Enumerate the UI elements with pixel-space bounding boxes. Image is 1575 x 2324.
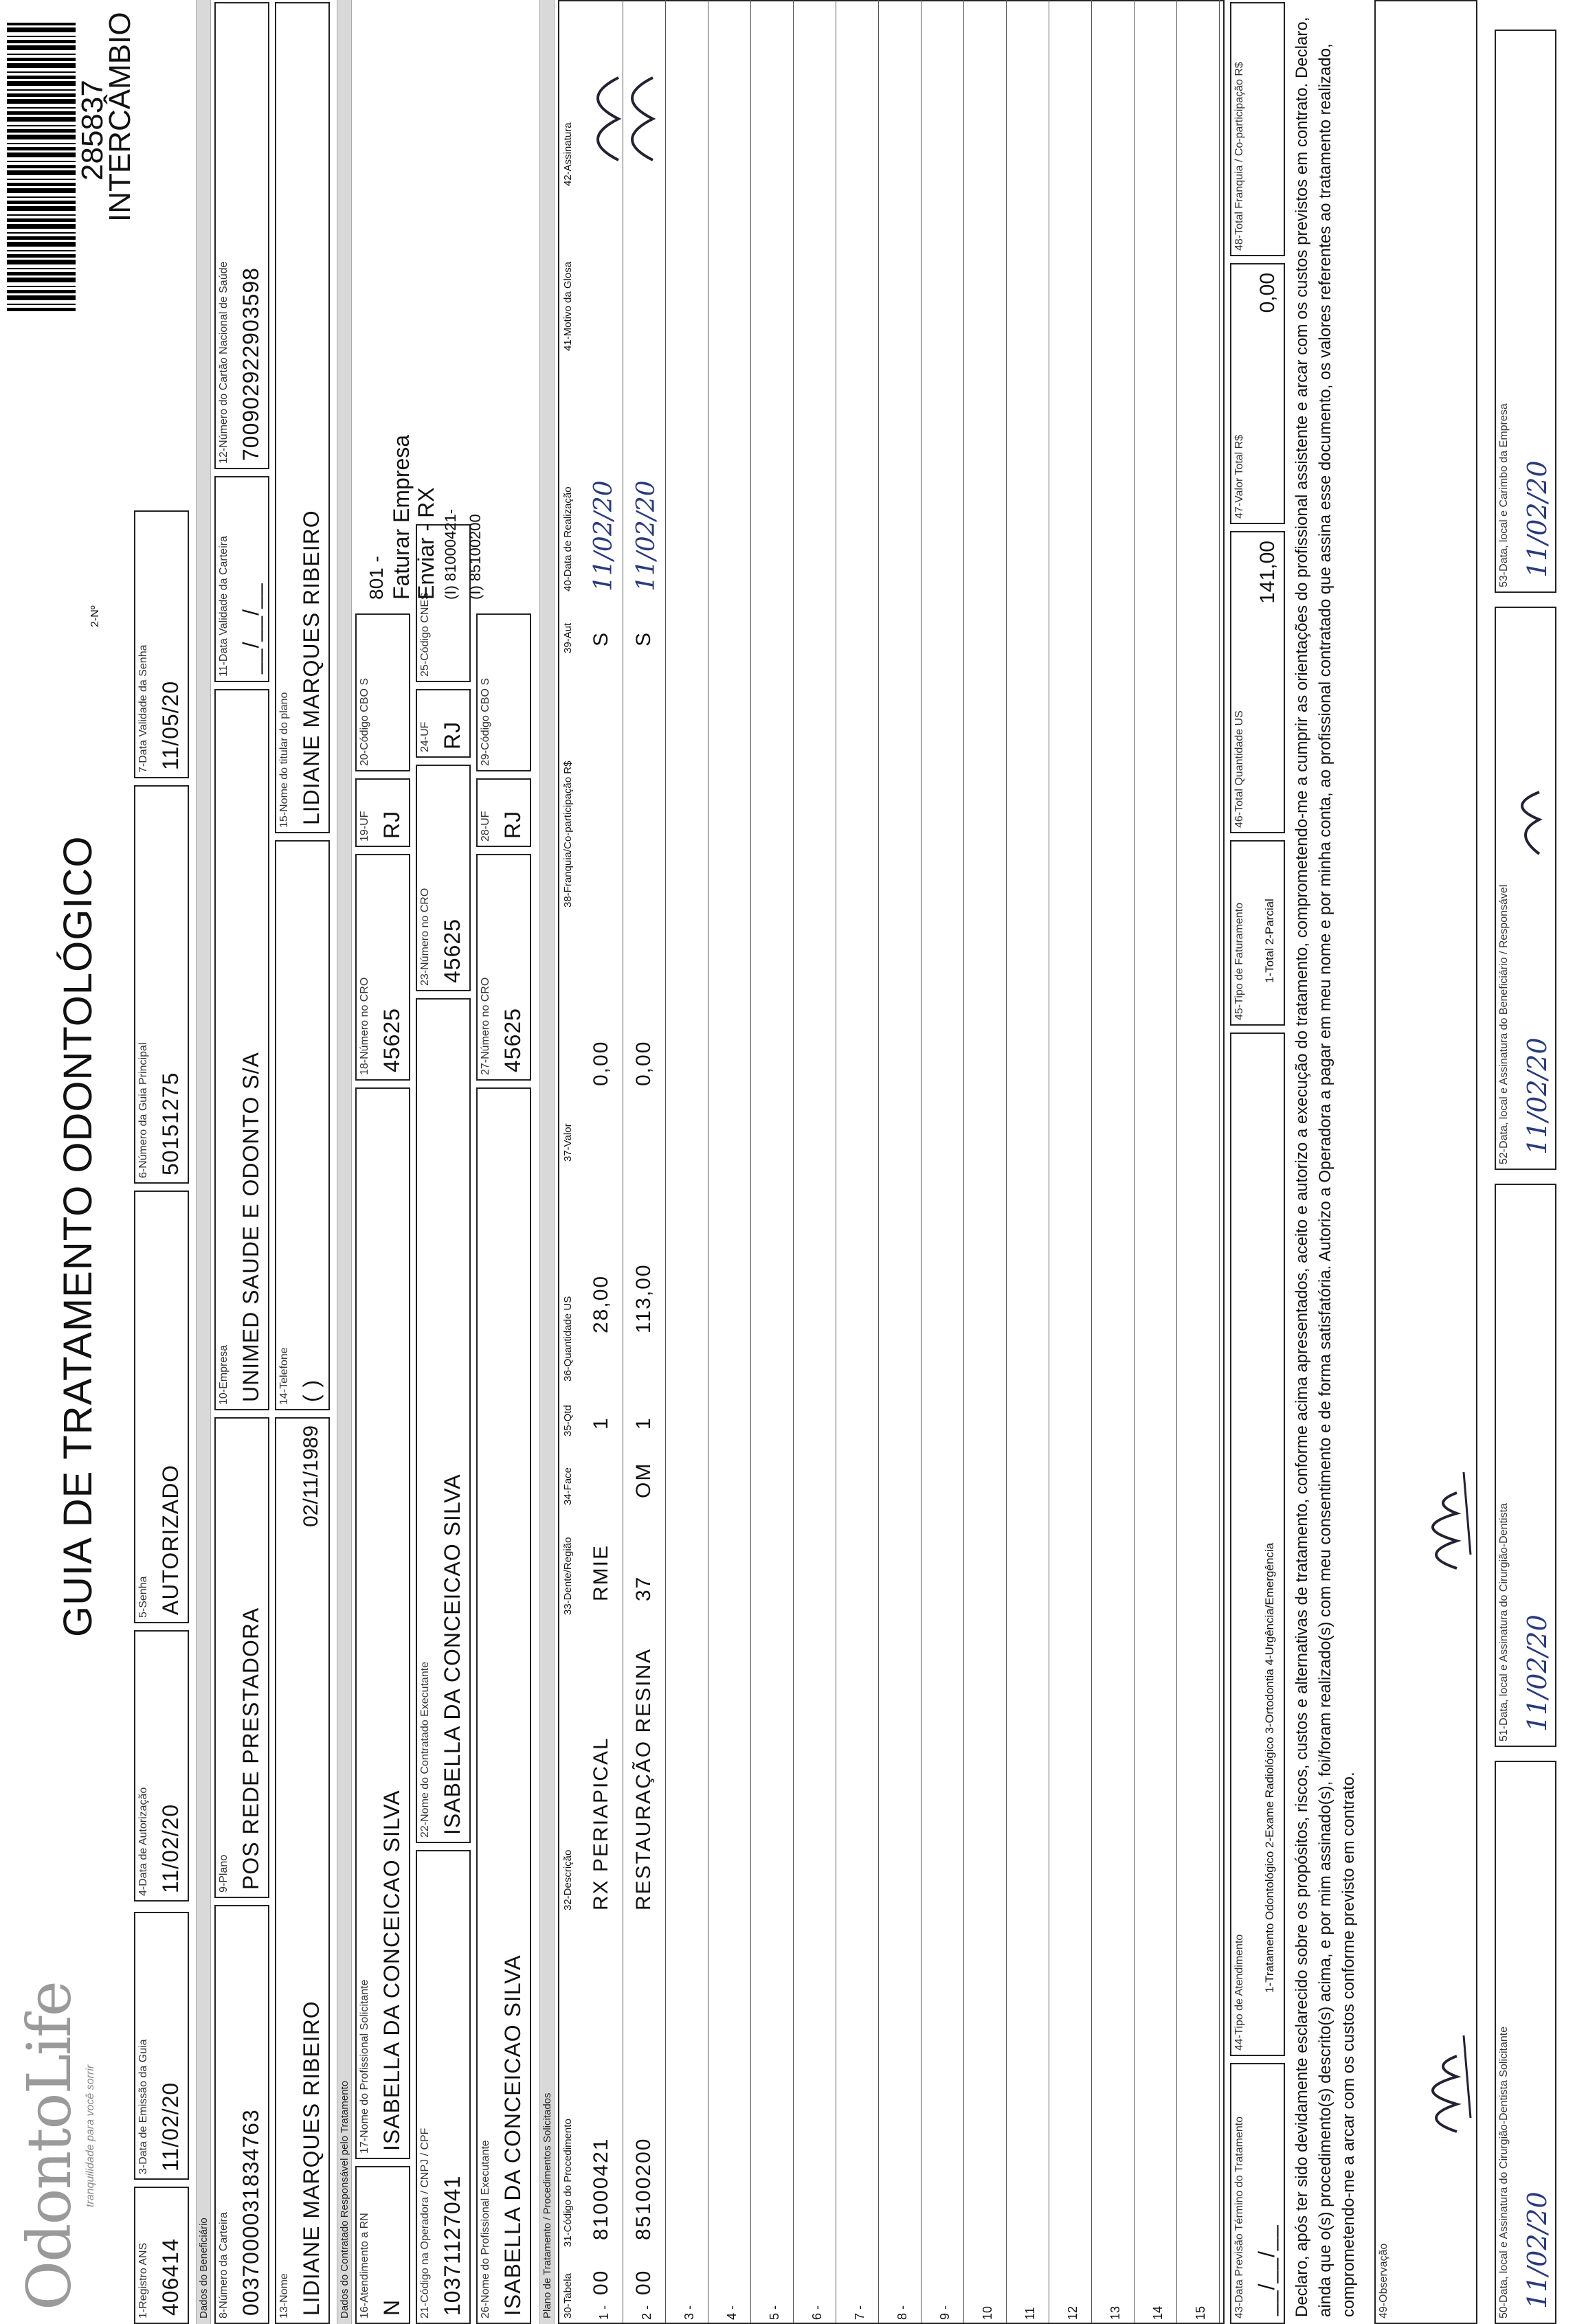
- senha-box: 5-Senha AUTORIZADO: [134, 1191, 189, 1623]
- table-row-divider: [793, 0, 794, 2323]
- empresa-box: 10-Empresa UNIMED SAUDE E ODONTO S/A: [214, 689, 269, 1410]
- telefone-box: 14-Telefone ( ): [275, 840, 330, 1410]
- declaration-text: Declaro, após ter sido devidamente esclarecido sobre os propósitos, riscos, custos e alternativas de tratamento, conforme acima apresentados, aceito e autorizo a execução do tratamento, comprometendo-me a cumprir as orientações do profissional assistente e arcar com os custos previstos em contrato. Declaro, ainda que o(s) procedimento(s) descrito(s) acima, e por mim assinado(s), foi/foram realizado(s) com meu consentimento e de forma satisfatória. Autorizo a Operadora a pagar em meu nome e por minha conta, ao profissional contratado que assina esse documento, os valores referentes ao tratamento realizado, comprometendo-me a arcar com os custos conforme previsto em contrato.: [1293, 16, 1358, 2317]
- previsao-box: 43-Data Previsão Término do Tratamento __/__/__: [1230, 2063, 1285, 2324]
- cro-exec-box: 23-Número no CRO 45625: [416, 765, 471, 991]
- uf-prof-value: RJ: [500, 810, 525, 839]
- row-number: 10: [981, 2305, 994, 2320]
- cro-exec-value: 45625: [440, 918, 465, 983]
- previsao-value: __/__/__: [1254, 2224, 1279, 2316]
- cro-prof-value: 45625: [500, 1008, 525, 1072]
- cbo-sol-box: 20-Código CBO S: [355, 613, 410, 771]
- cell-us: 28,00: [590, 1274, 612, 1333]
- col-face: 34-Face: [562, 1467, 574, 1505]
- valor-total-box: 47-Valor Total R$ 0,00: [1230, 263, 1285, 524]
- validade-senha-box: 7-Data Validade da Senha 11/05/20: [134, 510, 189, 778]
- emissao-box: 3-Data de Emissão da Guia 11/02/20: [134, 1912, 189, 2180]
- col-data: 40-Data de Realização: [562, 486, 574, 591]
- signature-box-beneficiario: 52-Data, local e Assinatura do Beneficiário / Responsável 11/02/20: [1495, 607, 1556, 1170]
- cell-aut: S: [590, 631, 612, 646]
- rn-box: 16-Atendimento a RN N: [355, 2166, 410, 2324]
- tipo-atend-box: 44-Tipo de Atendimento 1-Tratamento Odontológico 2-Exame Radiológico 3-Ortodontia 4-Urgência/Emergência: [1230, 1033, 1285, 2056]
- note-line: (I) 81000421-: [442, 508, 459, 600]
- cnes-box: 25-Código CNES: [416, 524, 471, 682]
- emissao-value: 11/02/20: [158, 2082, 183, 2171]
- cell-tabela: 00: [590, 2269, 612, 2295]
- cns-value: 700902922903598: [238, 267, 263, 461]
- table-row-divider: [750, 0, 751, 2323]
- registro-ans-box: 1-Registro ANS 406414: [134, 2187, 189, 2324]
- row-number: 14: [1151, 2305, 1165, 2320]
- cell-dente: 37: [632, 1575, 655, 1601]
- table-row-divider: [1176, 0, 1177, 2323]
- validade-senha-value: 11/05/20: [158, 680, 183, 770]
- franquia-total-box: 48-Total Franquia / Co-participação R$: [1230, 2, 1285, 256]
- signature-date: 11/02/20: [1522, 460, 1552, 578]
- solicitante-value: ISABELLA DA CONCEICAO SILVA: [379, 1790, 404, 2151]
- section-plano: Plano de Tratamento / Procedimentos Solicitados: [539, 0, 555, 2324]
- note-line: Faturar Empresa: [389, 434, 414, 600]
- qtd-us-box: 46-Total Quantidade US 141,00: [1230, 531, 1285, 833]
- uf-sol-value: RJ: [379, 810, 404, 839]
- row-number: 11: [1023, 2307, 1037, 2320]
- row-number: 5 -: [768, 2305, 781, 2320]
- col-assinatura: 42-Assinatura: [562, 122, 574, 186]
- col-codigo: 31-Código do Procedimento: [562, 2119, 574, 2247]
- cnpj-box: 21-Código na Operadora / CNPJ / CPF 10371127041: [416, 1850, 471, 2324]
- guia-principal-box: 6-Número da Guia Principal 50151275: [134, 785, 189, 1184]
- senha-value: AUTORIZADO: [158, 1464, 183, 1615]
- guia-principal-value: 50151275: [158, 1072, 183, 1175]
- col-descricao: 32-Descrição: [562, 1849, 574, 1910]
- carteira-value: 0037000031834763: [238, 2109, 263, 2316]
- prof-exec-box: 26-Nome do Profissional Executante ISABELLA DA CONCEICAO SILVA: [476, 1087, 531, 2324]
- billing-notes: [364, 435, 488, 600]
- row-number: 8 -: [895, 2305, 909, 2320]
- qtd-us-value: 141,00: [1256, 541, 1279, 604]
- signature-box-empresa: 53-Data, local e Carimbo da Empresa 11/02/20: [1495, 30, 1556, 593]
- uf-exec-value: RJ: [440, 721, 465, 749]
- logo-name: OdontoLife: [14, 1982, 85, 2310]
- cell-data: 11/02/20: [590, 480, 618, 591]
- cell-aut: S: [632, 631, 655, 646]
- cell-valor: 0,00: [632, 1040, 655, 1086]
- declaration: [1291, 0, 1370, 2324]
- row-number: 3 -: [682, 2305, 696, 2320]
- note-line: Enviar - RX: [414, 487, 438, 600]
- table-row-divider: [963, 0, 964, 2323]
- row-number: 2 -: [640, 2305, 654, 2320]
- table-row-divider: [1091, 0, 1092, 2323]
- uf-sol-box: 19-UF RJ: [355, 778, 410, 847]
- signature-date: 11/02/20: [1522, 1037, 1552, 1155]
- uf-exec-box: 24-UF RJ: [416, 689, 471, 758]
- section-contratado: Dados do Contratado Responsável pelo Tratamento: [337, 0, 352, 2324]
- plano-value: POS REDE PRESTADORA: [238, 1607, 263, 1890]
- cro-prof-box: 27-Número no CRO 45625: [476, 854, 531, 1081]
- titular-box: 15-Nome do titular do plano LIDIANE MARQUES RIBEIRO: [275, 2, 330, 833]
- cell-face: OM: [632, 1462, 655, 1498]
- prof-exec-value: ISABELLA DA CONCEICAO SILVA: [500, 1954, 525, 2316]
- cell-descricao: RESTAURAÇÃO RESINA: [632, 1647, 655, 1910]
- executante-box: 22-Nome do Contratado Executante ISABELLA DA CONCEICAO SILVA: [416, 998, 471, 1843]
- plano-box: 9-Plano POS REDE PRESTADORA: [214, 1417, 269, 1898]
- table-row-divider: [665, 0, 666, 2323]
- cell-valor: 0,00: [590, 1040, 612, 1086]
- barcode: [7, 23, 76, 311]
- observacao-box: 49-Observação: [1374, 0, 1477, 2324]
- table-row-divider: [878, 0, 879, 2323]
- cell-codigo: 85100200: [632, 2137, 655, 2240]
- rn-value: N: [379, 2299, 404, 2316]
- carteira-box: 8-Número da Carteira 0037000031834763: [214, 1905, 269, 2324]
- row-number: 7 -: [853, 2305, 867, 2320]
- note-line: 801 -: [366, 556, 387, 600]
- cnpj-value: 10371127041: [440, 2175, 465, 2316]
- col-franquia: 38-Franquia/Co-participação R$: [562, 760, 574, 907]
- doc-number-label: 2-Nº: [89, 605, 101, 627]
- cell-tabela: 00: [632, 2269, 655, 2295]
- autorizacao-value: 11/02/20: [158, 1803, 183, 1893]
- row-number: 13: [1108, 2305, 1122, 2320]
- row-number: 4 -: [725, 2305, 739, 2320]
- logo-tagline: tranquilidade para você sorrir: [85, 2064, 96, 2207]
- row-number: 12: [1066, 2305, 1080, 2320]
- col-dente: 33-Dente/Região: [562, 1537, 574, 1615]
- cell-data: 11/02/20: [632, 480, 660, 591]
- uf-prof-box: 28-UF RJ: [476, 778, 531, 847]
- cell-codigo: 81000421: [590, 2137, 612, 2240]
- registro-ans-value: 406414: [158, 2238, 183, 2316]
- col-tabela: 30-Tabela: [562, 2273, 574, 2319]
- nascimento-value: 02/11/1989: [300, 1425, 322, 1527]
- doc-number: 285837: [76, 80, 109, 181]
- section-beneficiario: Dados do Beneficiário: [196, 0, 211, 2324]
- tipo-atend-options: 1-Tratamento Odontológico 2-Exame Radiológico 3-Ortodontia 4-Urgência/Emergência: [1263, 1542, 1276, 1993]
- cell-qtd: 1: [590, 1417, 612, 1430]
- cell-dente: RMIE: [590, 1544, 612, 1601]
- autorizacao-box: 4-Data de Autorização 11/02/20: [134, 1630, 189, 1902]
- cell-qtd: 1: [632, 1417, 655, 1430]
- cell-descricao: RX PERIAPICAL: [590, 1737, 612, 1910]
- tipo-fat-box: 45-Tipo de Faturamento 1-Total 2-Parcial: [1230, 840, 1285, 1026]
- validade-carteira-value: __/__/__: [238, 583, 263, 674]
- validade-carteira-box: 11-Data Validade da Carteira __/__/__: [214, 476, 269, 682]
- col-glosa: 41-Motivo da Glosa: [562, 261, 574, 351]
- valor-total-value: 0,00: [1256, 273, 1279, 313]
- signature-box-dentista: 51-Data, local e Assinatura do Cirurgião-Dentista 11/02/20: [1495, 1184, 1556, 1747]
- nome-value: LIDIANE MARQUES RIBEIRO: [299, 2000, 324, 2316]
- row-number: 15: [1194, 2305, 1207, 2320]
- page-title: GUIA DE TRATAMENTO ODONTOLÓGICO: [56, 835, 100, 1637]
- table-row-divider: [1134, 0, 1135, 2323]
- cro-sol-box: 18-Número no CRO 45625: [355, 854, 410, 1081]
- odontolife-logo: [14, 1982, 117, 2310]
- empresa-value: UNIMED SAUDE E ODONTO S/A: [238, 1052, 263, 1402]
- col-aut: 39-Aut: [562, 622, 574, 653]
- cell-us: 113,00: [632, 1263, 655, 1333]
- cbo-prof-box: 29-Código CBO S: [476, 613, 531, 771]
- col-us: 36-Quantidade US: [562, 1296, 574, 1381]
- row-number: 6 -: [810, 2305, 824, 2320]
- table-row-divider: [1219, 0, 1220, 2323]
- signature-date: 11/02/20: [1522, 2191, 1552, 2309]
- cns-box: 12-Número do Cartão Nacional de Saúde 700902922903598: [214, 2, 269, 469]
- procedures-table: [558, 0, 1225, 2324]
- executante-value: ISABELLA DA CONCEICAO SILVA: [440, 1474, 465, 1835]
- row-number: 9 -: [938, 2305, 952, 2320]
- nome-box: 13-Nome LIDIANE MARQUES RIBEIRO 02/11/1989: [275, 1417, 330, 2324]
- solicitante-box: 17-Nome do Profissional Solicitante ISABELLA DA CONCEICAO SILVA: [355, 1087, 410, 2159]
- tipo-fat-options: 1-Total 2-Parcial: [1263, 899, 1276, 983]
- col-qtd: 35-Qtd: [562, 1405, 574, 1436]
- note-line: (I) 85100200: [467, 514, 484, 600]
- signature-box-solicitante: 50-Data, local e Assinatura do Cirurgião-Dentista Solicitante 11/02/20: [1495, 1761, 1556, 2324]
- telefone-value: ( ): [299, 1379, 324, 1402]
- row-number: 1 -: [597, 2305, 611, 2320]
- col-valor: 37-Valor: [562, 1123, 574, 1162]
- doc-type: INTERCÂMBIO: [103, 12, 137, 222]
- titular-value: LIDIANE MARQUES RIBEIRO: [299, 510, 324, 825]
- table-row-divider: [1006, 0, 1007, 2323]
- cro-sol-value: 45625: [379, 1008, 404, 1072]
- signature-date: 11/02/20: [1522, 1614, 1552, 1732]
